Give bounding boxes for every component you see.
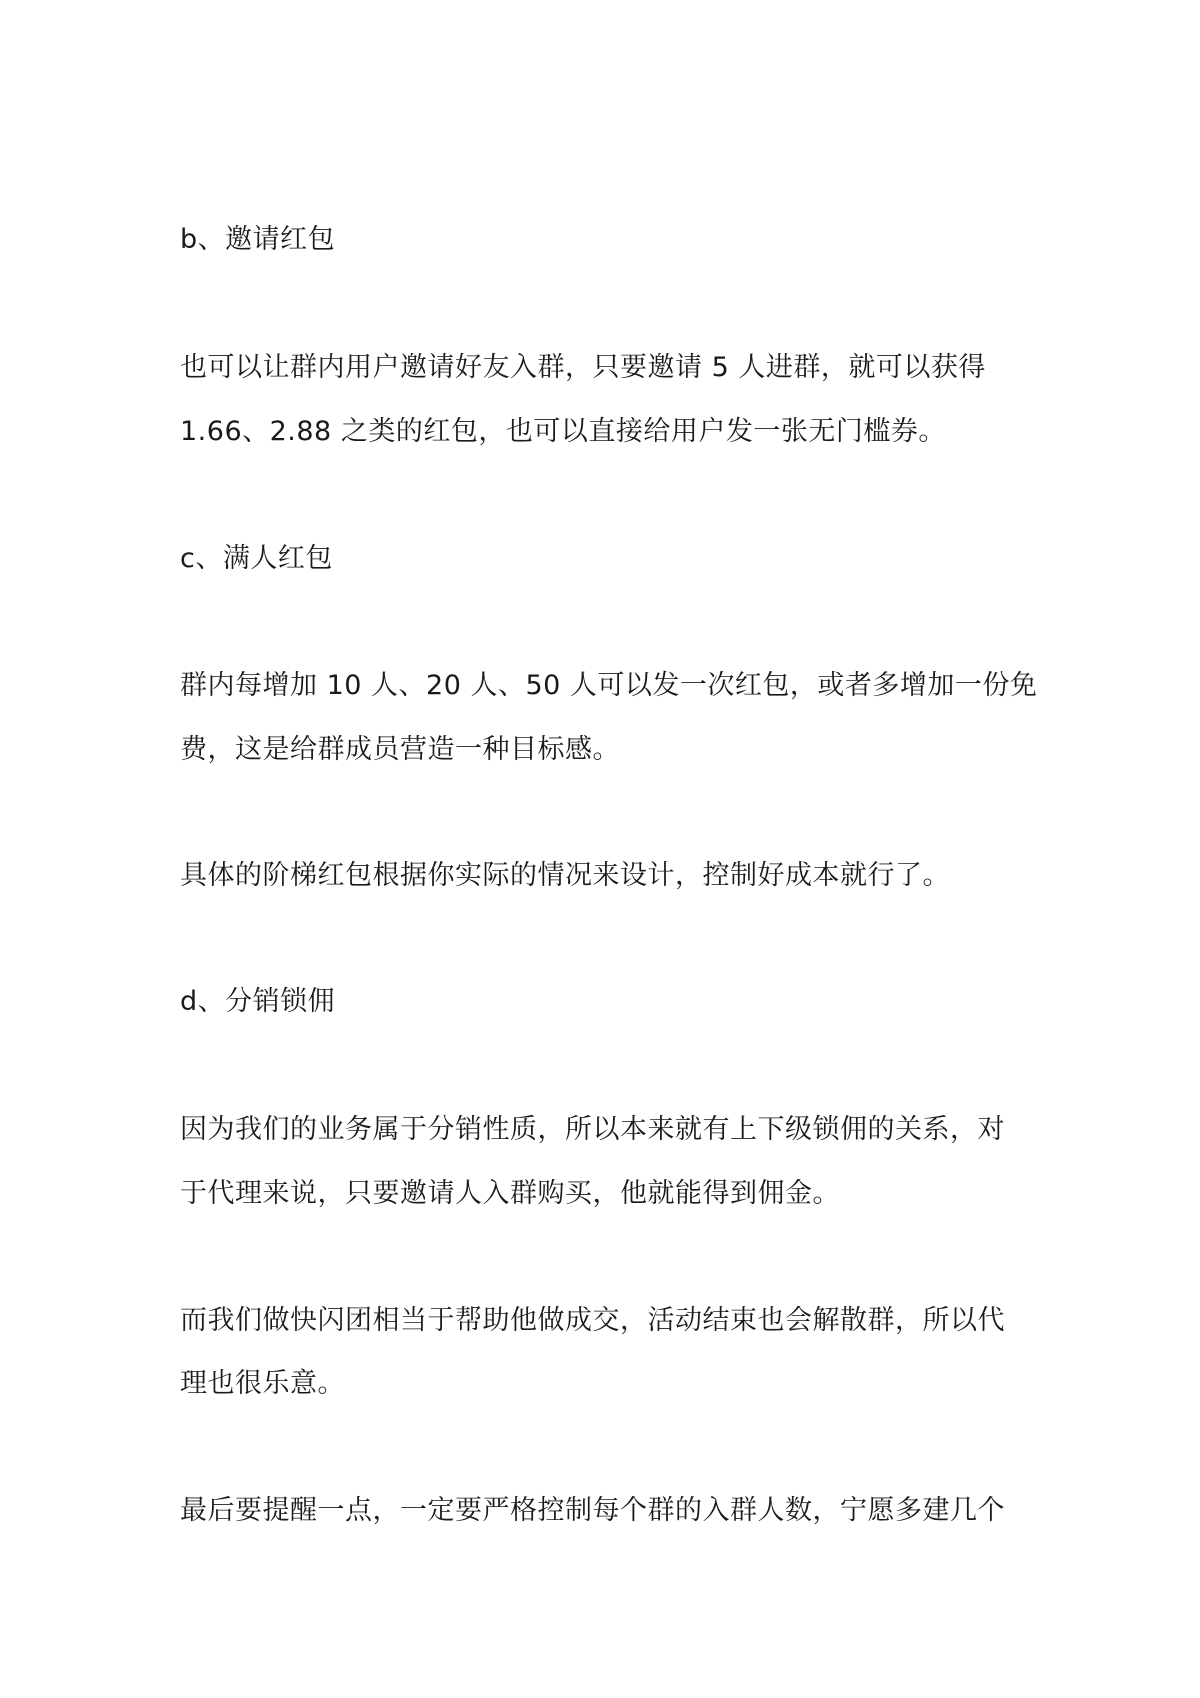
section-heading-b: b、邀请红包	[180, 224, 336, 255]
paragraph-line: 群内每增加 10 人、20 人、50 人可以发一次红包，或者多增加一份免	[180, 670, 1038, 701]
paragraph-line: 而我们做快闪团相当于帮助他做成交，活动结束也会解散群，所以代	[180, 1305, 1005, 1336]
section-heading-c: c、满人红包	[180, 543, 333, 574]
paragraph-line: 也可以让群内用户邀请好友入群，只要邀请 5 人进群，就可以获得	[180, 352, 986, 383]
paragraph-line: 最后要提醒一点，一定要严格控制每个群的入群人数，宁愿多建几个	[180, 1495, 1005, 1526]
section-heading-d: d、分销锁佣	[180, 986, 336, 1017]
paragraph-line: 具体的阶梯红包根据你实际的情况来设计，控制好成本就行了。	[180, 860, 950, 891]
paragraph-line: 于代理来说，只要邀请人入群购买，他就能得到佣金。	[180, 1178, 840, 1209]
paragraph-line: 因为我们的业务属于分销性质，所以本来就有上下级锁佣的关系，对	[180, 1114, 1005, 1145]
paragraph-line: 理也很乐意。	[180, 1368, 345, 1399]
paragraph-line: 1.66、2.88 之类的红包，也可以直接给用户发一张无门槛券。	[180, 416, 946, 447]
paragraph-line: 费，这是给群成员营造一种目标感。	[180, 734, 620, 765]
